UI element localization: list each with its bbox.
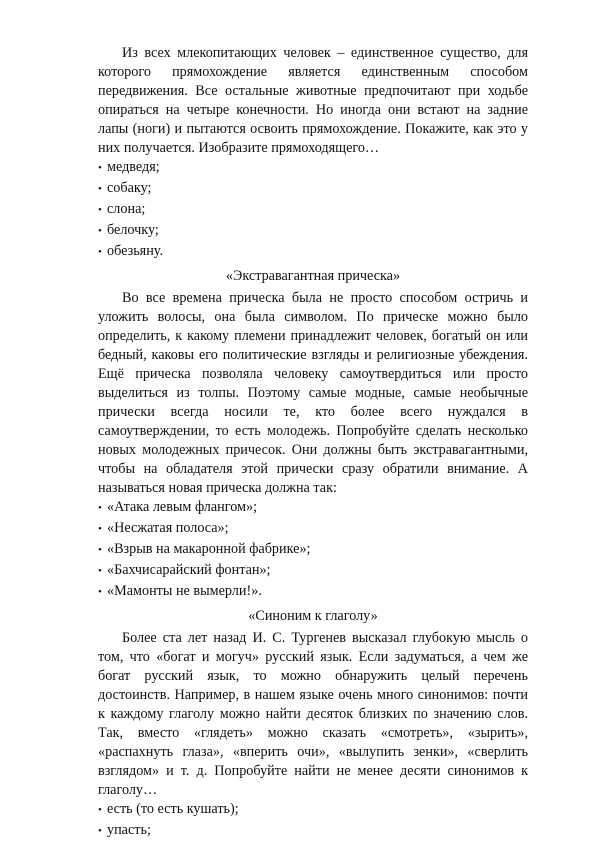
- paragraph-upright-walking: Из всех млекопитающих человек – единственное существо, для которого прямохождение является единственным способом передвижения. Все остальные животные предпочитают при ходьбе опираться на четыре конечности. Но иногда они встают на задние лапы (ноги) и пытаются освоить прямохождение. Покажите, как это у них получается. Изобразите прямоходящего…: [98, 45, 528, 156]
- bullet-icon: •: [98, 544, 102, 556]
- bullet-icon: •: [98, 586, 102, 598]
- paragraph-hairstyle: Во все времена прическа была не просто способом остричь и уложить волосы, она была символом. По прическе можно было определить, к какому племени принадлежит человек, богатый он или бедный, каковы его политические взгляды и религиозные убеждения. Ещё прическа позволяла человеку самоутвердиться или просто выделиться из толпы. Поэтому самые модные, самые необычные прически всегда носили те, кто более всего нуждался в самоутверждении, то есть молодежь. Попробуйте сделать несколько новых молодежных причесок. Они должны быть экстравагантными, чтобы на обладателя этой прически сразу обратили внимание. А называться новая прическа должна так:: [98, 290, 528, 496]
- list-item: [98, 821, 528, 842]
- list-item: [98, 561, 528, 582]
- list-item-text: медведя;: [107, 159, 160, 175]
- section-verb-synonym: [98, 607, 528, 842]
- list-item: [98, 221, 528, 242]
- list-item: [98, 242, 528, 263]
- list-item: [98, 158, 528, 179]
- bullet-icon: •: [98, 246, 102, 258]
- list-item-text: упасть;: [107, 822, 151, 838]
- list-item: [98, 540, 528, 561]
- paragraph-synonym: Более ста лет назад И. С. Тургенев высказал глубокую мысль о том, что «богат и могуч» русский язык. Если задуматься, а чем же богат русский язык, то можно обнаружить целый перечень достоинств. Например, в нашем языке очень много синонимов: почти к каждому глаголу можно найти десяток близких по значению слов. Так, вместо «глядеть» можно сказать «смотреть», «зырить», «распахнуть глаза», «вперить очи», «вылупить зенки», «сверлить взглядом» и т. д. Попробуйте найти не менее десяти синонимов к глаголу…: [98, 630, 528, 798]
- list-item: [98, 200, 528, 221]
- list-item-text: белочку;: [107, 222, 159, 238]
- bullet-list-hairstyles: [98, 498, 528, 603]
- list-item-text: собаку;: [107, 180, 152, 196]
- section-heading-synonym: «Синоним к глаголу»: [248, 608, 378, 624]
- list-item: [98, 582, 528, 603]
- list-item: [98, 800, 528, 821]
- section-upright-walking: [98, 44, 528, 263]
- bullet-icon: •: [98, 804, 102, 816]
- list-item: [98, 179, 528, 200]
- bullet-icon: •: [98, 502, 102, 514]
- list-item: [98, 498, 528, 519]
- list-item-text: есть (то есть кушать);: [107, 801, 239, 817]
- document-page: [98, 44, 528, 842]
- list-item-text: «Взрыв на макаронной фабрике»;: [107, 541, 311, 557]
- bullet-icon: •: [98, 183, 102, 195]
- bullet-icon: •: [98, 162, 102, 174]
- list-item: [98, 519, 528, 540]
- bullet-list-verbs: [98, 800, 528, 842]
- section-extravagant-hairstyle: [98, 267, 528, 603]
- bullet-icon: •: [98, 523, 102, 535]
- bullet-icon: •: [98, 565, 102, 577]
- list-item-text: слона;: [107, 201, 146, 217]
- bullet-icon: •: [98, 204, 102, 216]
- bullet-icon: •: [98, 825, 102, 837]
- list-item-text: «Несжатая полоса»;: [107, 520, 229, 536]
- bullet-list-animals: [98, 158, 528, 263]
- list-item-text: «Мамонты не вымерли!».: [107, 583, 262, 599]
- list-item-text: «Атака левым флангом»;: [107, 499, 258, 515]
- list-item-text: обезьяну.: [107, 243, 164, 259]
- list-item-text: «Бахчисарайский фонтан»;: [107, 562, 271, 578]
- bullet-icon: •: [98, 225, 102, 237]
- section-heading-hairstyle: «Экстравагантная прическа»: [225, 268, 401, 284]
